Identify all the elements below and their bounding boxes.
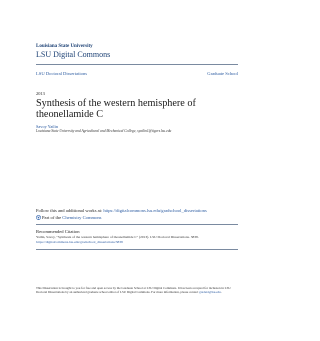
- citation-divider-top: [36, 224, 238, 225]
- contact-email-link[interactable]: gradetd@lsu.edu: [199, 290, 221, 295]
- document-title: Synthesis of the western hemisphere of theonellamide C: [36, 98, 196, 120]
- citation-text: Yatlin, Savoy, "Synthesis of the western hemisphere of theonellamide C" (2013). LSU Doctoral Dissertations. 3838.: [36, 235, 199, 239]
- header-divider: [36, 64, 238, 65]
- collection-link-graduate-school[interactable]: Graduate School: [207, 71, 238, 76]
- commons-network-icon: [36, 215, 41, 221]
- follow-url-link[interactable]: https://digitalcommons.lsu.edu/gradschool_dissertations: [103, 208, 207, 213]
- part-prefix: Part of the: [42, 215, 63, 220]
- notice-text: This Dissertation is brought to you for free and open access by the Graduate School at LSU Digital Commons. It has been accepted for inclusion in LSU Doctoral Dissertations by an authorized graduate school editor of LSU Digital Commons. For more information, please contact: [36, 286, 231, 295]
- author-name[interactable]: Savoy Yatlin: [36, 124, 58, 129]
- citation-url-link[interactable]: https://digitalcommons.lsu.edu/gradschool_dissertations/3838: [36, 239, 123, 244]
- author-affiliation: Louisiana State University and Agricultural and Mechanical College, syatlin1@tigers.lsu.edu: [36, 129, 172, 133]
- repository-name[interactable]: LSU Digital Commons: [36, 50, 111, 59]
- follow-prefix: Follow this and additional works at:: [36, 208, 104, 213]
- follow-line: [36, 208, 246, 213]
- notice-end: .: [220, 290, 222, 295]
- recommended-citation-body: [36, 235, 238, 244]
- chemistry-commons-link[interactable]: Chemistry Commons: [62, 215, 102, 220]
- access-notice: [36, 286, 236, 295]
- citation-divider-bottom: [36, 249, 238, 250]
- collection-link-dissertations[interactable]: LSU Doctoral Dissertations: [36, 71, 88, 76]
- part-of-line: [36, 215, 101, 221]
- recommended-citation-heading: Recommended Citation: [36, 229, 80, 234]
- university-name: Louisiana State University: [36, 44, 93, 49]
- publication-year: 2013: [36, 91, 45, 96]
